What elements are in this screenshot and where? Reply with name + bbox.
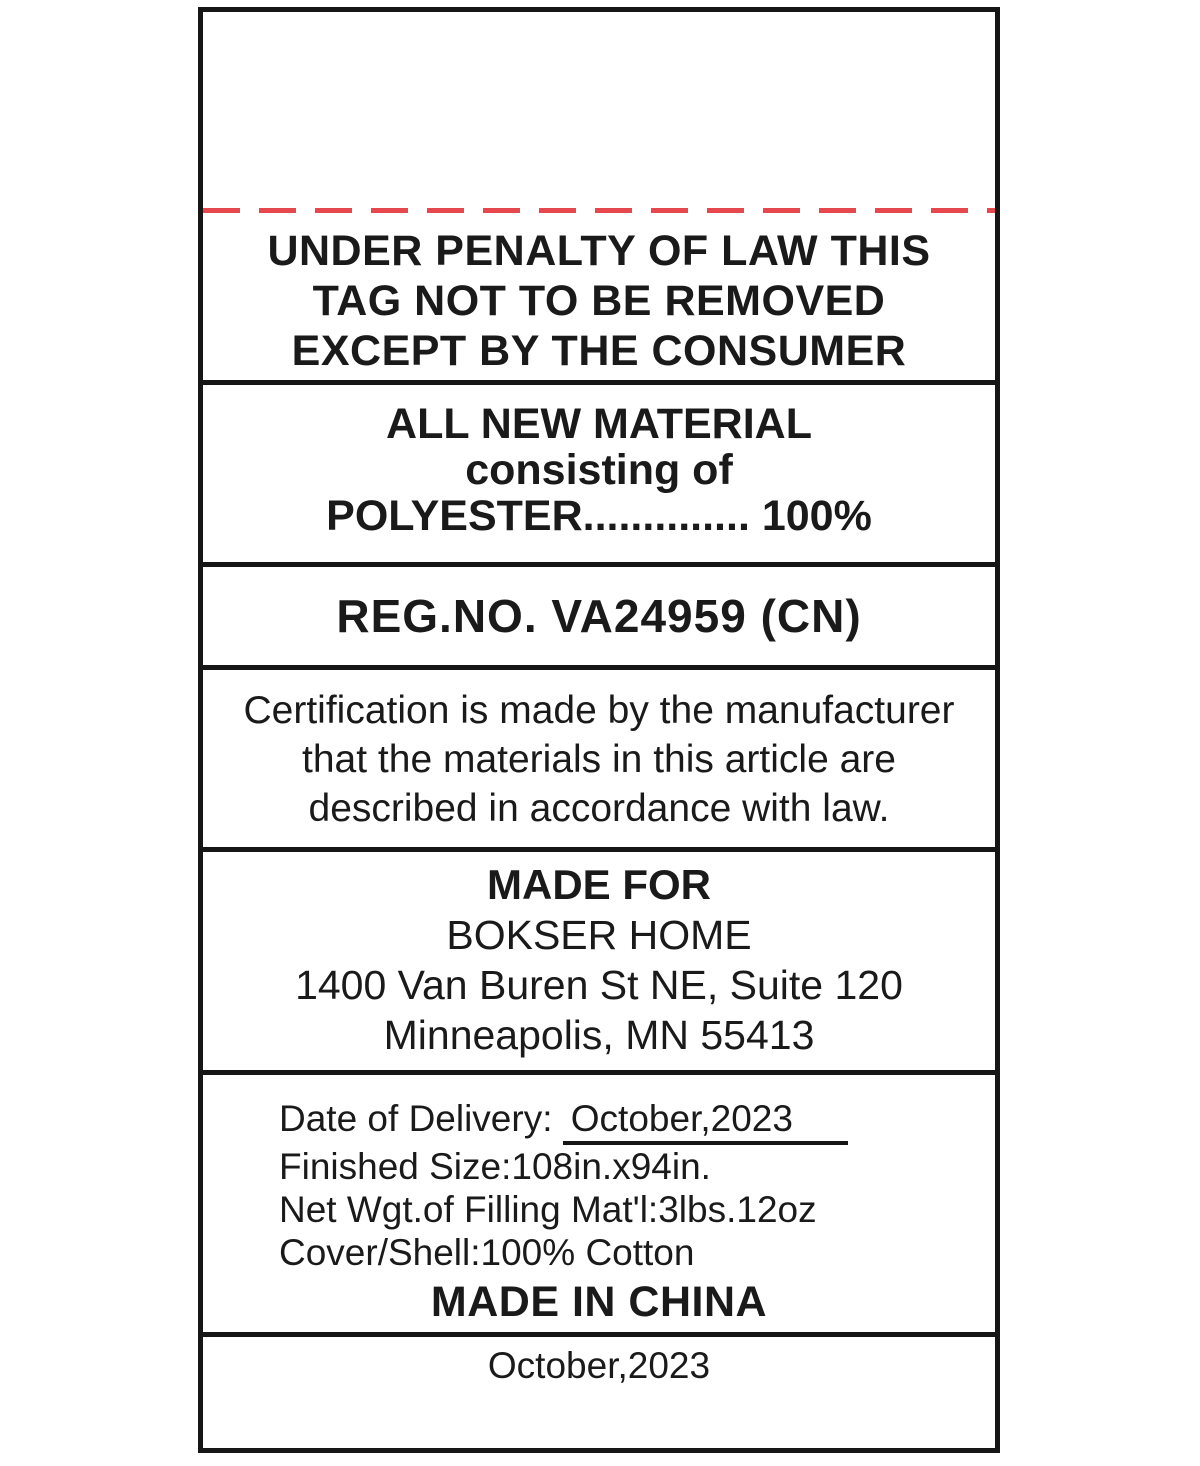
- footer-date-section: [203, 1337, 995, 1447]
- footer-date: October,2023: [487, 1345, 711, 1386]
- blank-stub-area: [203, 12, 995, 208]
- penalty-line-3: EXCEPT BY THE CONSUMER: [291, 327, 907, 375]
- certification-line-1: Certification is made by the manufacturer: [243, 689, 955, 732]
- date-of-delivery-value: October,2023: [563, 1097, 848, 1145]
- date-of-delivery-label: Date of Delivery:: [279, 1098, 553, 1139]
- made-in-country: MADE IN CHINA: [430, 1278, 768, 1326]
- material-contents-section: [203, 385, 995, 567]
- made-for-heading: MADE FOR: [487, 861, 711, 908]
- certification-line-2: that the materials in this article are: [302, 738, 896, 781]
- made-for-section: [203, 852, 995, 1075]
- registration-number-section: [203, 567, 995, 670]
- cover-shell-row: Cover/Shell:100% Cotton: [279, 1232, 695, 1273]
- company-address-street: 1400 Van Buren St NE, Suite 120: [295, 962, 903, 1008]
- company-address-city: Minneapolis, MN 55413: [383, 1012, 815, 1058]
- product-details-section: [203, 1075, 995, 1337]
- material-consisting-of: consisting of: [465, 446, 733, 494]
- registration-number: REG.NO. VA24959 (CN): [336, 590, 862, 642]
- material-heading: ALL NEW MATERIAL: [386, 400, 812, 448]
- penalty-notice-section: [203, 213, 995, 385]
- penalty-line-1: UNDER PENALTY OF LAW THIS: [267, 227, 931, 275]
- net-weight-row: Net Wgt.of Filling Mat'l:3lbs.12oz: [279, 1189, 817, 1230]
- law-label: [198, 7, 1000, 1453]
- date-of-delivery-row: [279, 1097, 975, 1145]
- certification-line-3: described in accordance with law.: [308, 787, 890, 830]
- finished-size-row: Finished Size:108in.x94in.: [279, 1146, 711, 1187]
- certification-section: [203, 670, 995, 852]
- penalty-line-2: TAG NOT TO BE REMOVED: [312, 277, 886, 325]
- material-fiber-content: POLYESTER.............. 100%: [326, 492, 872, 540]
- company-name: BOKSER HOME: [446, 912, 752, 958]
